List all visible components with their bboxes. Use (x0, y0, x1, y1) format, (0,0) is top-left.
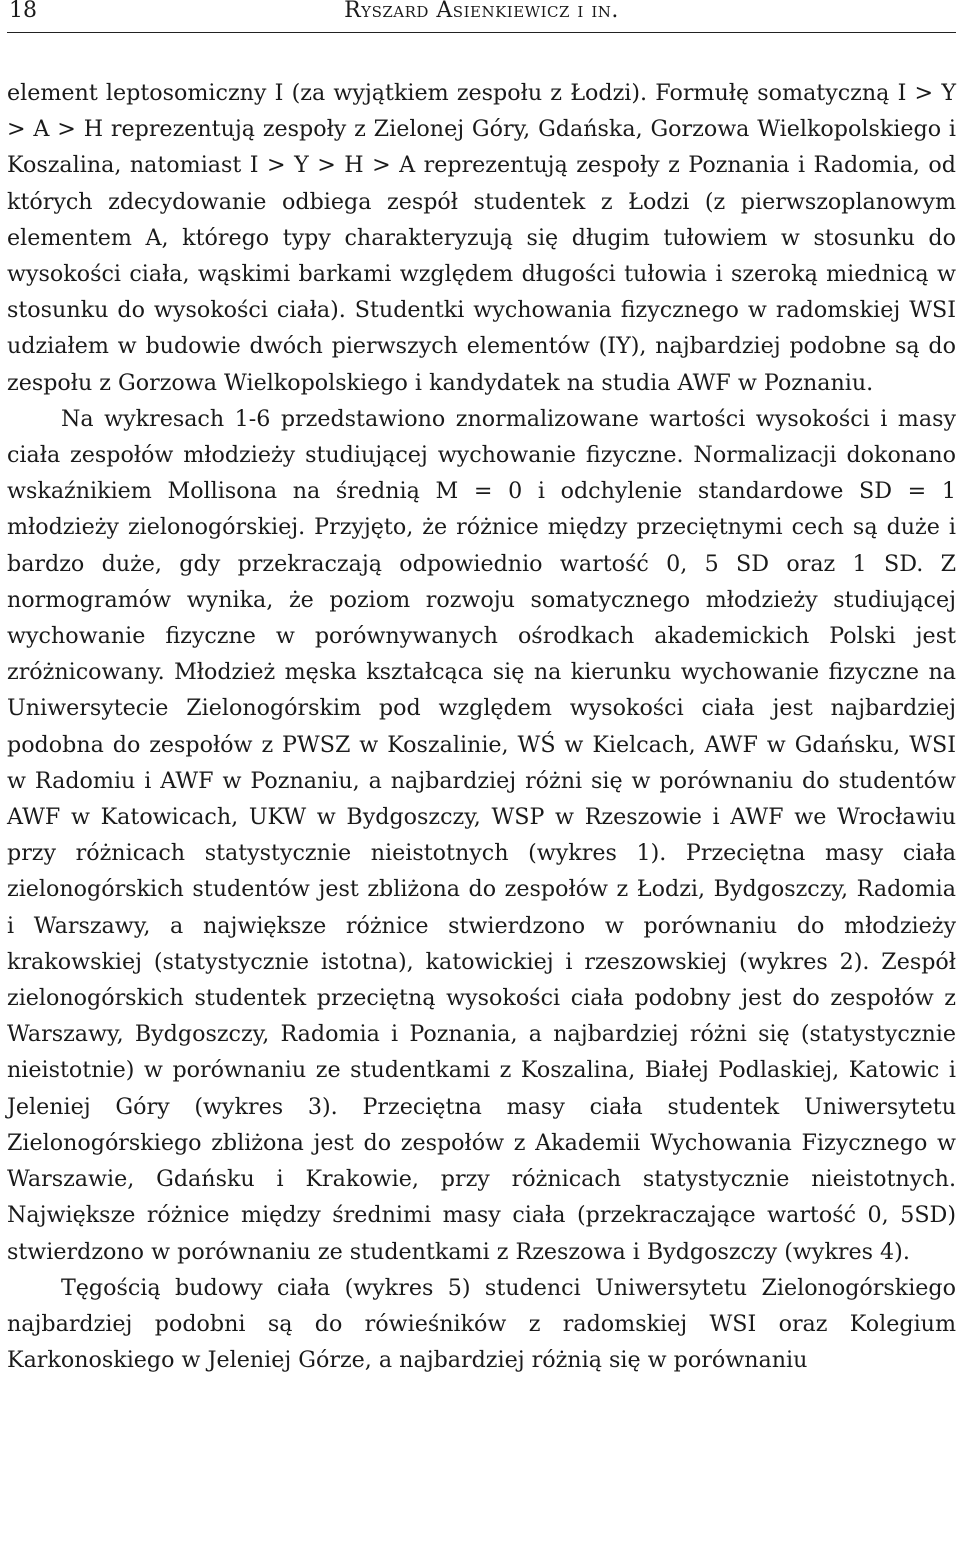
paragraph-continuation: element leptosomiczny I (za wyjątkiem zespołu z Łodzi). Formułę somatyczną I > Y > A > H reprezentują zespoły z Zielonej Góry, Gdańska, Gorzowa Wielkopolskiego i Koszalina, natomiast I > Y > H > A reprezentują zespoły z Poznania i Radomia, od których zdecydowanie odbiega zespół studentek z Łodzi (z pierwszoplanowym elementem A, którego typy charakteryzują się długim tułowiem w stosunku do wysokości ciała, wąskimi barkami względem długości tułowia i szeroką miednicą w stosunku do wysokości ciała). Studentki wychowania fizycznego w radomskiej WSI udziałem w budowie dwóch pierwszych elementów (IY), najbardziej podobne są do zespołu z Gorzowa Wielkopolskiego i kandydatek na studia AWF w Poznaniu. (7, 80, 956, 396)
page-number: 18 (9, 0, 37, 23)
running-title: Ryszard Asienkiewicz i in. (344, 0, 619, 23)
body-text (7, 75, 956, 1378)
paragraph-body-build: Tęgością budowy ciała (wykres 5) studenci Uniwersytetu Zielonogórskiego najbardziej podobni są do rówieśników z radomskiej WSI oraz Kolegium Karkonoskiego w Jeleniej Górze, a najbardziej różnią się w porównaniu (7, 1274, 956, 1374)
paragraph-normograms: Na wykresach 1-6 przedstawiono znormalizowane wartości wysokości i masy ciała zespołów młodzieży studiującej wychowanie fizyczne. Normalizacji dokonano wskaźnikiem Mollisona na średnią M = 0 i odchylenie standardowe SD = 1 młodzieży zielonogórskiej. Przyjęto, że różnice między przeciętnymi cech są duże i bardzo duże, gdy przekraczają odpowiednio wartość 0, 5 SD oraz 1 SD. Z normogramów wynika, że poziom rozwoju somatycznego młodzieży studiującej wychowanie fizyczne w porównywanych ośrodkach akademickich Polski jest zróżnicowany. Młodzież męska kształcąca się na kierunku wychowanie fizyczne na Uniwersytecie Zielonogórskim pod względem wysokości ciała jest najbardziej podobna do zespołów z PWSZ w Koszalinie, WŚ w Kielcach, AWF w Gdańsku, WSI w Radomiu i AWF w Poznaniu, a najbardziej różni się w porównaniu do studentów AWF w Katowicach, UKW w Bydgoszczy, WSP w Rzeszowie i AWF we Wrocławiu przy różnicach statystycznie nieistotnych (wykres 1). Przeciętna masy ciała zielonogórskich studentów jest zbliżona do zespołów z Łodzi, Bydgoszczy, Radomia i Warszawy, a największe różnice stwierdzono w porównaniu do młodzieży krakowskiej (statystycznie istotna), katowickiej i rzeszowskiej (wykres 2). Zespół zielonogórskich studentek przeciętną wysokości ciała podobny jest do zespołów z Warszawy, Bydgoszczy, Radomia i Poznania, a najbardziej różni się (statystycznie nieistotnie) w porównaniu ze studentkami z Koszalina, Białej Podlaskiej, Katowic i Jeleniej Góry (wykres 3). Przeciętna masy ciała studentek Uniwersytetu Zielonogórskiego zbliżona jest do zespołów z Akademii Wychowania Fizycznego w Warszawie, Gdańsku i Krakowie, przy różnicach statystycznie nieistotnych. Największe różnice między średnimi masy ciała (przekraczające wartość 0, 5SD) stwierdzono w porównaniu ze studentkami z Rzeszowa i Bydgoszczy (wykres 4). (7, 405, 956, 1265)
running-head (7, 0, 956, 33)
